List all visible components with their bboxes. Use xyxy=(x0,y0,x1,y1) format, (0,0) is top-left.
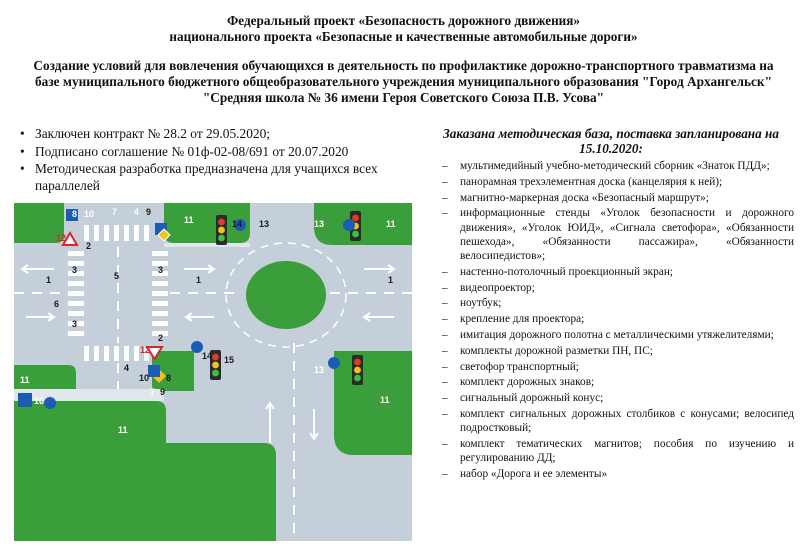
list-item: – магнитно-маркерная доска «Безопасный маршрут»; xyxy=(440,191,794,205)
list-item: – крепление для проектора; xyxy=(440,312,794,326)
order-title: Заказана методическая база, поставка запланирована на 15.10.2020: xyxy=(443,126,779,156)
crosswalk-right xyxy=(152,251,168,336)
zone-label: 14 xyxy=(202,351,213,361)
zone-label: 4 xyxy=(124,363,130,373)
zone-label: 10 xyxy=(139,373,150,383)
list-item: – панорамная трехэлементная доска (канцелярия к ней); xyxy=(440,175,794,189)
list-item: – информационные стенды «Уголок безопасности и дорожного движения», «Уголок ЮИД», «Сигнала светофора», «Обязанности пешехода», «Обязанности пассажира», «Обязанности велосипедистов»; xyxy=(440,206,794,263)
list-item: – сигнальный дорожный конус; xyxy=(440,391,794,405)
zone-label: 8 xyxy=(72,209,78,219)
title-line-3: "Средняя школа № 36 имени Героя Советского Союза П.В. Усова" xyxy=(202,90,605,105)
grass-bottom-right xyxy=(334,351,412,455)
zone-label: 1 xyxy=(46,275,52,285)
list-item: – видеопроектор; xyxy=(440,281,794,295)
zone-label: 13 xyxy=(314,219,325,229)
zone-label: 11 xyxy=(20,375,30,385)
title-line-2: базе муниципального бюджетного общеобразовательного учреждения муниципального образования "Город Архангельск" xyxy=(35,74,772,89)
zone-label: 15 xyxy=(224,355,235,365)
zone-label: 11 xyxy=(386,219,396,229)
list-item: – набор «Дорога и ее элементы» xyxy=(440,467,794,481)
traffic-light-bottom-right xyxy=(352,355,363,385)
zone-label: 11 xyxy=(184,215,194,225)
zone-label: 7 xyxy=(112,207,118,217)
zone-label: 16 xyxy=(34,396,45,406)
curb-top-middle xyxy=(164,243,250,247)
zone-label: 1 xyxy=(388,275,394,285)
list-item: • Подписано соглашение № 01ф-02-08/691 от 20.07.2020 xyxy=(20,144,420,161)
zone-label: 13 xyxy=(314,365,325,375)
document-title xyxy=(0,58,807,106)
zone-label: 10 xyxy=(84,209,95,219)
road-layout-illustration xyxy=(14,203,412,541)
list-item: – комплекты дорожной разметки ПН, ПС; xyxy=(440,344,794,358)
ordered-items-list xyxy=(440,159,794,483)
zone-label: 3 xyxy=(158,265,164,275)
project-line-1: Федеральный проект «Безопасность дорожного движения» xyxy=(226,13,581,28)
zone-label: 3 xyxy=(72,265,78,275)
list-item: – комплект тематических магнитов; пособия по изучению и регулированию ДД; xyxy=(440,437,794,465)
list-item: – имитация дорожного полотна с металлическими утяжелителями; xyxy=(440,328,794,342)
zone-label: 3 xyxy=(72,319,78,329)
list-item: – комплект дорожных знаков; xyxy=(440,375,794,389)
zone-label: 12 xyxy=(140,345,151,355)
zone-label: 4 xyxy=(134,207,140,217)
project-line-2: национального проекта «Безопасные и качественные автомобильные дороги» xyxy=(169,29,638,44)
list-item: – светофор транспортный; xyxy=(440,360,794,374)
zone-label: 6 xyxy=(54,299,60,309)
project-header xyxy=(0,13,807,45)
list-item: • Заключен контракт № 28.2 от 29.05.2020; xyxy=(20,126,420,143)
zone-label: 7 xyxy=(150,387,156,397)
zone-label: 12 xyxy=(56,233,67,243)
zone-label: 11 xyxy=(118,425,128,435)
list-item: • Методическая разработка предназначена для учащихся всех параллелей xyxy=(20,161,420,194)
grass-top-right xyxy=(314,203,412,245)
zone-label: 11 xyxy=(380,395,390,405)
zone-label: 14 xyxy=(232,219,243,229)
zone-label: 2 xyxy=(158,333,164,343)
list-item: – настенно-потолочный проекционный экран; xyxy=(440,265,794,279)
zone-label: 13 xyxy=(259,219,270,229)
list-item: – ноутбук; xyxy=(440,296,794,310)
traffic-light-top-middle xyxy=(216,215,227,245)
list-item: – комплект сигнальных дорожных столбиков с конусами; велосипед подростковый; xyxy=(440,407,794,435)
roundabout-island xyxy=(246,261,326,329)
zone-label: 8 xyxy=(166,373,172,383)
zone-label: 9 xyxy=(160,387,166,397)
title-line-1: Создание условий для вовлечения обучающихся в деятельность по профилактике дорожно-транспортного травматизма на xyxy=(33,58,774,73)
zone-label: 1 xyxy=(196,275,202,285)
contract-info-list xyxy=(20,126,420,195)
zone-label: 2 xyxy=(86,241,92,251)
list-item: – мультимедийный учебно-методический сборник «Знаток ПДД»; xyxy=(440,159,794,173)
zone-label: 9 xyxy=(146,207,152,217)
zone-label: 5 xyxy=(114,271,120,281)
